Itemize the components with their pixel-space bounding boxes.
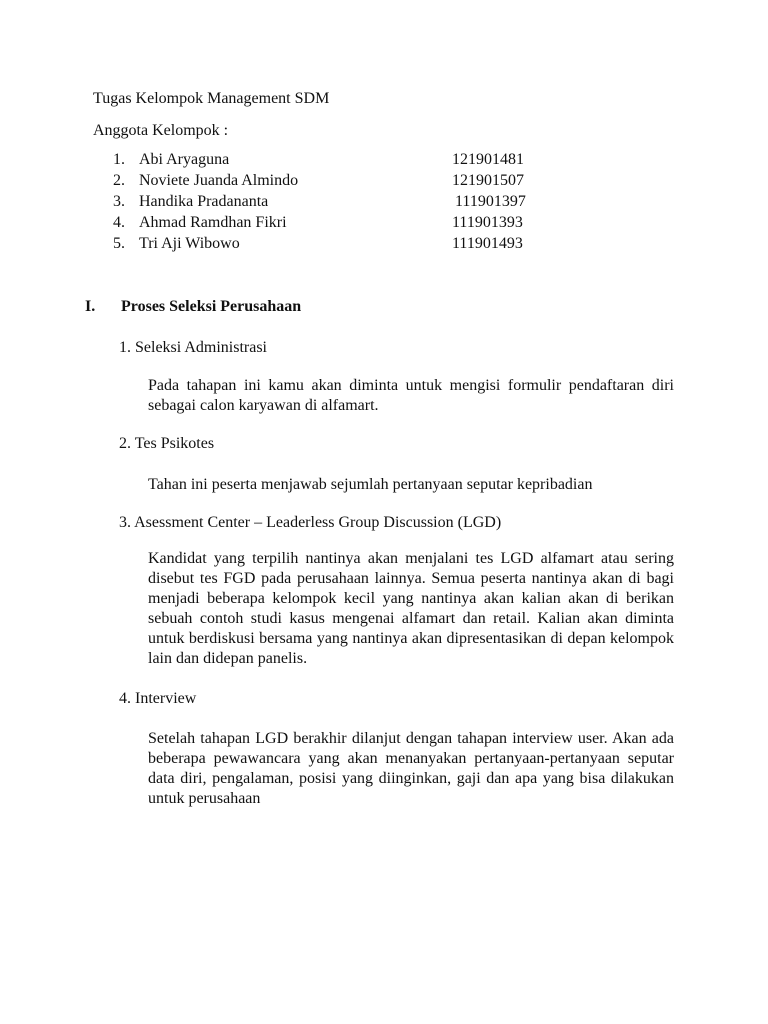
member-id: 111901493 (452, 235, 523, 252)
members-label: Anggota Kelompok : (93, 122, 229, 139)
member-row (0, 234, 768, 254)
member-id: 121901481 (452, 151, 524, 168)
step-body: Pada tahapan ini kamu akan diminta untuk mengisi formulir pendaftaran diri sebagai calon karyawan di alfamart. (148, 377, 674, 414)
step-title: 1. Seleksi Administrasi (119, 339, 267, 356)
step-body: Tahan ini peserta menjawab sejumlah pertanyaan seputar kepribadian (148, 476, 593, 493)
step-title: 4. Interview (119, 690, 197, 707)
member-name: Abi Aryaguna (139, 151, 230, 168)
member-name: Noviete Juanda Almindo (139, 172, 299, 189)
member-row (0, 192, 768, 212)
member-number: 2. (113, 172, 125, 189)
step-body: Kandidat yang terpilih nantinya akan menjalani tes LGD alfamart atau sering disebut tes FGD pada perusahaan lainnya. Semua peserta nantinya akan di bagi menjadi beberapa kelompok kecil yang nantinya akan kalian akan di berikan sebuah contoh studi kasus mengenai alfamart dan retail. Kalian akan diminta untuk berdiskusi bersama yang nantinya akan dipresentasikan di depan kelompok lain dan didepan panelis. (148, 550, 674, 667)
member-id: 111901393 (452, 214, 523, 231)
step-body: Setelah tahapan LGD berakhir dilanjut dengan tahapan interview user. Akan ada beberapa pewawancara yang akan menanyakan pertanyaan-pertanyaan seputar data diri, pengalaman, posisi yang diinginkan, gaji dan apa yang bisa dilakukan untuk perusahaan (148, 730, 674, 807)
step-title: 3. Asessment Center – Leaderless Group Discussion (LGD) (119, 514, 502, 531)
member-number: 3. (113, 193, 125, 210)
member-number: 4. (113, 214, 125, 231)
member-row (0, 150, 768, 170)
member-id: 111901397 (455, 193, 526, 210)
step-title: 2. Tes Psikotes (119, 435, 215, 452)
document-title: Tugas Kelompok Management SDM (93, 90, 330, 107)
section-number: I. (85, 298, 96, 315)
member-row (0, 213, 768, 233)
member-number: 1. (113, 151, 125, 168)
member-row (0, 171, 768, 191)
member-name: Tri Aji Wibowo (139, 235, 240, 252)
member-id: 121901507 (452, 172, 524, 189)
member-name: Ahmad Ramdhan Fikri (139, 214, 287, 231)
member-number: 5. (113, 235, 125, 252)
member-name: Handika Pradananta (139, 193, 269, 210)
section-title: Proses Seleksi Perusahaan (121, 298, 302, 315)
